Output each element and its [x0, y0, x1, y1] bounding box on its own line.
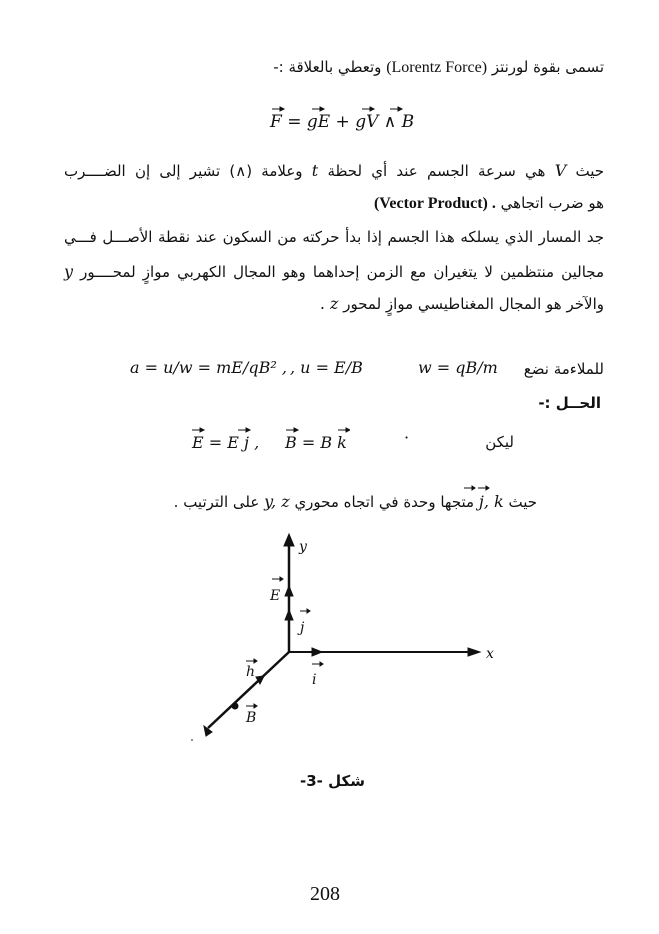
- para2-var-z: z .: [319, 294, 339, 313]
- para1-var-t: t: [311, 161, 319, 180]
- convenience-a: a = u/w = mE/qB² ,: [130, 358, 287, 377]
- convenience-w: w = qB/m: [418, 358, 498, 377]
- intro-lorentz-force: (Lorentz Force): [386, 59, 488, 76]
- figure-caption: شكل -3-: [300, 772, 365, 790]
- y-axis-arrowhead: [284, 534, 294, 546]
- label-y: y: [299, 539, 307, 555]
- para2-line2: [64, 262, 604, 281]
- para1-line2: [374, 194, 604, 213]
- fields-vector-arrows: [190, 423, 350, 437]
- axes-figure: [180, 530, 500, 750]
- intro-line: [273, 58, 604, 77]
- para1-mid: هي سرعة الجسم عند أي لحظة: [327, 162, 546, 180]
- unit-vectors-axes: y, z: [264, 492, 290, 511]
- para2-line3: [320, 294, 604, 313]
- fields-let: ليكن: [485, 433, 514, 451]
- para2-line1: جد المسار الذي يسلكه هذا الجسم إذا بدأ حركته من السكون عند نقطة الأصـــل فـــي: [64, 228, 604, 246]
- label-b: B: [246, 710, 257, 726]
- para1-where: حيث: [575, 162, 605, 180]
- j-arrowhead: [285, 610, 293, 620]
- unit-vectors-arrows: [460, 483, 494, 493]
- label-x: x: [486, 646, 494, 662]
- fields-e-eq: E = E j ,: [192, 433, 260, 452]
- force-equation-text: F = gE + gV ∧ B: [270, 112, 415, 132]
- label-i: i: [312, 672, 317, 688]
- label-j: j: [300, 620, 305, 636]
- para2-var-y: y: [64, 262, 74, 281]
- para1-vector-product-arabic: هو ضرب اتجاهي: [500, 194, 604, 212]
- b-point: [232, 703, 238, 709]
- convenience-u: , u = E/B: [290, 358, 363, 377]
- fields-b-eq: B = B k: [285, 433, 347, 452]
- e-arrowhead: [285, 586, 293, 596]
- force-equation-vector-arrows: [268, 102, 408, 116]
- label-e: E: [270, 588, 281, 604]
- unit-vectors-end: على الترتيب .: [173, 493, 260, 511]
- solution-label: الحــل :-: [538, 394, 601, 412]
- i-arrowhead: [312, 648, 322, 656]
- para1-end: وعلامة (∧) تشير إلى إن الضــــرب: [64, 162, 303, 180]
- unit-vectors-desc: متجها وحدة في اتجاه محوري: [294, 493, 475, 511]
- fields-dot: ·: [404, 428, 410, 447]
- label-h: h: [246, 664, 256, 680]
- convenience-label: للملاءمة نضع: [523, 360, 604, 378]
- para1-vector-product-latin: (Vector Product) .: [373, 195, 496, 212]
- intro-arabic-before: تسمى بقوة لورنتز: [491, 58, 604, 76]
- para1-line1: [64, 161, 604, 180]
- unit-vectors-where: حيث: [508, 493, 537, 511]
- para1-var-v: V: [554, 161, 567, 180]
- unit-vectors-line: [174, 492, 537, 511]
- para2-line2-text: مجالين منتظمين لا يتغيران مع الزمن إحداهما وهو المجال الكهربي موازٍ لمحــــور: [80, 263, 604, 281]
- unit-vectors-jk: j, k: [478, 492, 504, 511]
- para2-line3-text: والآخر هو المجال المغناطيسي موازٍ لمحور: [343, 295, 604, 313]
- page-number: 208: [310, 883, 340, 905]
- intro-arabic-after: وتعطي بالعلاقة :-: [273, 58, 382, 76]
- x-axis-arrowhead: [468, 648, 480, 656]
